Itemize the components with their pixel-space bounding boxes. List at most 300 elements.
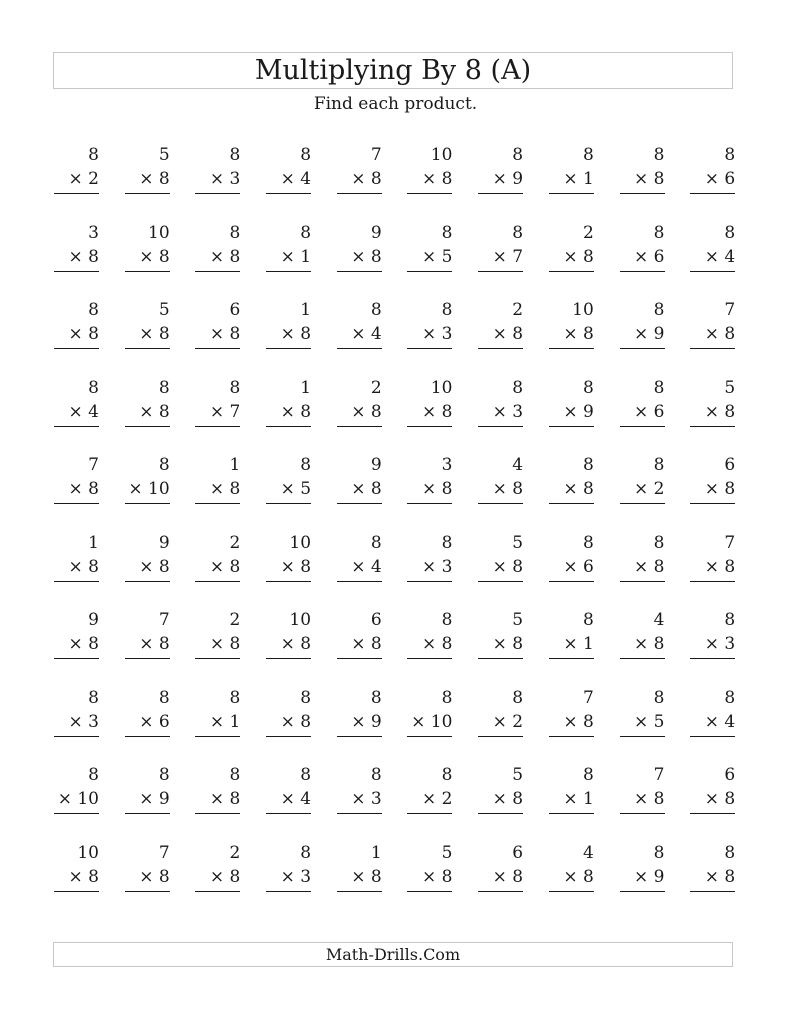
problem: [195, 763, 240, 825]
problem-multiplicand: 8: [582, 765, 594, 785]
answer-line: [125, 271, 170, 272]
problem-multiplicand: 8: [512, 377, 524, 398]
problem-multiplier: × 8: [421, 866, 453, 887]
problem-multiplicand: 8: [512, 222, 524, 243]
answer-line: [690, 271, 735, 272]
problem-multiplier: × 8: [280, 556, 312, 577]
answer-line: [478, 581, 523, 582]
problem-multiplicand: 8: [441, 610, 453, 630]
problem-multiplier: × 9: [492, 169, 524, 189]
problem-multiplicand: 8: [229, 377, 241, 398]
answer-line: [620, 271, 665, 272]
problem-multiplicand: 8: [88, 687, 99, 708]
problem: [266, 376, 311, 438]
worksheet-title: Multiplying By 8 (A): [254, 55, 532, 86]
answer-line: [337, 271, 382, 272]
answer-line: [337, 736, 382, 737]
problem: [125, 143, 170, 205]
problem-multiplicand: 8: [653, 222, 665, 243]
answer-line: [54, 813, 99, 814]
problem: [266, 143, 311, 205]
problem-multiplier: × 9: [634, 866, 665, 887]
problem-multiplicand: 2: [370, 377, 382, 398]
problem-multiplicand: 8: [229, 765, 241, 785]
answer-line: [54, 503, 99, 504]
problem: [549, 531, 594, 593]
problem-multiplicand: 7: [370, 145, 382, 165]
problem: [549, 763, 594, 825]
problem: [407, 841, 452, 903]
answer-line: [125, 426, 170, 427]
title-box: [53, 52, 733, 89]
problem-multiplier: × 8: [492, 789, 524, 809]
problem-multiplier: × 8: [634, 169, 665, 189]
problem: [125, 376, 170, 438]
problem-multiplier: × 3: [492, 401, 524, 422]
problem-multiplicand: 10: [572, 300, 594, 320]
problem-multiplier: × 8: [209, 556, 241, 577]
problem-multiplier: × 8: [421, 169, 453, 189]
problem-multiplier: × 8: [492, 479, 524, 499]
problem-multiplicand: 6: [229, 300, 241, 320]
problem: [690, 841, 735, 903]
answer-line: [195, 503, 240, 504]
problem: [478, 298, 523, 360]
problem: [125, 453, 170, 515]
problem-multiplicand: 5: [724, 377, 736, 398]
problem: [549, 221, 594, 283]
problem: [54, 143, 99, 205]
problem-multiplier: × 3: [421, 324, 453, 344]
answer-line: [620, 348, 665, 349]
problem: [337, 376, 382, 438]
answer-line: [125, 348, 170, 349]
problem-multiplier: × 8: [704, 866, 736, 887]
answer-line: [549, 736, 594, 737]
answer-line: [478, 658, 523, 659]
problem-multiplier: × 3: [351, 789, 382, 809]
answer-line: [690, 426, 735, 427]
answer-line: [54, 736, 99, 737]
problem-multiplicand: 8: [158, 455, 170, 475]
answer-line: [549, 581, 594, 582]
problem-multiplicand: 5: [512, 765, 524, 785]
problem: [266, 608, 311, 670]
problem-multiplicand: 8: [370, 300, 382, 320]
problem-multiplier: × 8: [492, 866, 524, 887]
answer-line: [407, 581, 452, 582]
answer-line: [478, 736, 523, 737]
problem-multiplicand: 7: [158, 610, 170, 630]
problem: [195, 841, 240, 903]
answer-line: [266, 891, 311, 892]
problem-multiplier: × 3: [68, 711, 99, 732]
problem: [478, 143, 523, 205]
problem-multiplier: × 8: [68, 324, 99, 344]
answer-line: [54, 891, 99, 892]
instructions: Find each product.: [313, 94, 478, 114]
problem: [478, 453, 523, 515]
problem-multiplicand: 1: [229, 455, 241, 475]
problem-multiplier: × 6: [139, 711, 170, 732]
answer-line: [266, 813, 311, 814]
problem-multiplicand: 8: [370, 765, 382, 785]
problem-multiplier: × 2: [421, 789, 453, 809]
problem-multiplicand: 2: [229, 610, 241, 630]
problem: [549, 453, 594, 515]
problem: [620, 531, 665, 593]
problem: [620, 298, 665, 360]
problem-multiplier: × 8: [563, 479, 594, 499]
problem-multiplicand: 8: [724, 222, 736, 243]
problem-multiplicand: 8: [582, 532, 594, 553]
problem: [407, 608, 452, 670]
problem-multiplicand: 8: [653, 687, 665, 708]
problem: [478, 221, 523, 283]
problem: [407, 376, 452, 438]
answer-line: [620, 813, 665, 814]
answer-line: [195, 813, 240, 814]
problem-multiplier: × 8: [68, 556, 99, 577]
problem-multiplier: × 8: [68, 634, 99, 654]
answer-line: [690, 581, 735, 582]
answer-line: [266, 581, 311, 582]
problem-multiplier: × 4: [704, 246, 736, 267]
answer-line: [690, 348, 735, 349]
answer-line: [478, 426, 523, 427]
problem: [549, 298, 594, 360]
problem-multiplier: × 8: [421, 634, 453, 654]
problem-multiplicand: 10: [430, 145, 453, 165]
problem: [337, 453, 382, 515]
problem-multiplier: × 2: [634, 479, 665, 499]
problem-multiplicand: 8: [724, 610, 736, 630]
problem-multiplicand: 4: [512, 455, 524, 475]
problem: [125, 608, 170, 670]
problem: [337, 531, 382, 593]
problem-multiplier: × 7: [209, 401, 241, 422]
answer-line: [195, 891, 240, 892]
answer-line: [337, 891, 382, 892]
answer-line: [337, 503, 382, 504]
problem-multiplicand: 8: [370, 532, 382, 553]
problem: [478, 376, 523, 438]
problem: [195, 531, 240, 593]
problem-multiplicand: 8: [158, 687, 170, 708]
answer-line: [690, 891, 735, 892]
problem: [620, 453, 665, 515]
problem: [620, 143, 665, 205]
problem-multiplicand: 3: [441, 455, 453, 475]
answer-line: [549, 503, 594, 504]
problem: [125, 686, 170, 748]
problem: [266, 686, 311, 748]
answer-line: [478, 193, 523, 194]
problem-multiplier: × 1: [563, 789, 594, 809]
answer-line: [407, 813, 452, 814]
answer-line: [125, 813, 170, 814]
problem-multiplier: × 8: [68, 479, 99, 499]
problem: [549, 608, 594, 670]
answer-line: [478, 891, 523, 892]
problem-multiplier: × 1: [563, 169, 594, 189]
problem-multiplicand: 3: [88, 222, 99, 243]
answer-line: [54, 271, 99, 272]
problem-multiplier: × 8: [563, 866, 594, 887]
problem-multiplicand: 8: [300, 455, 312, 475]
problem: [620, 841, 665, 903]
problem: [690, 531, 735, 593]
problem-multiplicand: 8: [441, 687, 453, 708]
problem-multiplicand: 9: [88, 610, 99, 630]
problem-multiplier: × 4: [280, 789, 312, 809]
answer-line: [549, 658, 594, 659]
problem-multiplicand: 10: [430, 377, 453, 398]
problem: [195, 686, 240, 748]
problem-multiplier: × 8: [421, 479, 453, 499]
problem: [478, 531, 523, 593]
problem-multiplier: × 8: [563, 711, 594, 732]
problem: [549, 376, 594, 438]
problem-multiplier: × 8: [68, 866, 99, 887]
problem-multiplier: × 8: [351, 246, 382, 267]
answer-line: [266, 503, 311, 504]
answer-line: [266, 193, 311, 194]
problem: [478, 763, 523, 825]
answer-line: [620, 658, 665, 659]
problem-multiplier: × 10: [128, 479, 170, 499]
problem-multiplicand: 10: [289, 610, 312, 630]
problem: [54, 531, 99, 593]
problem-multiplier: × 8: [209, 246, 241, 267]
problem: [620, 763, 665, 825]
problem: [690, 686, 735, 748]
problem: [54, 763, 99, 825]
problem-multiplicand: 6: [724, 455, 736, 475]
problem-multiplicand: 10: [289, 532, 312, 553]
answer-line: [407, 658, 452, 659]
problem-multiplicand: 8: [582, 377, 594, 398]
problem-multiplier: × 8: [139, 324, 170, 344]
problem-multiplier: × 8: [704, 401, 736, 422]
answer-line: [54, 581, 99, 582]
problem-multiplier: × 8: [351, 634, 382, 654]
problem-multiplier: × 8: [563, 246, 594, 267]
problem-multiplier: × 2: [492, 711, 524, 732]
problem: [54, 686, 99, 748]
answer-line: [620, 193, 665, 194]
problem: [125, 531, 170, 593]
problem-multiplier: × 10: [57, 789, 99, 809]
answer-line: [337, 813, 382, 814]
answer-line: [125, 891, 170, 892]
answer-line: [54, 193, 99, 194]
problem-multiplier: × 8: [492, 556, 524, 577]
problem-multiplicand: 7: [724, 532, 736, 553]
problem-multiplicand: 2: [229, 532, 241, 553]
problem: [266, 763, 311, 825]
answer-line: [125, 736, 170, 737]
problem-multiplier: × 8: [704, 324, 736, 344]
problem-multiplier: × 9: [351, 711, 382, 732]
answer-line: [478, 271, 523, 272]
problem-multiplicand: 4: [582, 842, 594, 863]
problem: [407, 221, 452, 283]
problem-multiplier: × 8: [280, 401, 312, 422]
problem-multiplier: × 8: [634, 634, 665, 654]
problem-multiplicand: 5: [512, 610, 524, 630]
problem: [337, 143, 382, 205]
problem-multiplier: × 8: [209, 634, 241, 654]
answer-line: [125, 581, 170, 582]
problem-multiplicand: 8: [724, 842, 736, 863]
problem-multiplier: × 8: [280, 324, 312, 344]
problem-multiplier: × 8: [351, 401, 382, 422]
problem: [407, 531, 452, 593]
answer-line: [195, 193, 240, 194]
problem-multiplicand: 1: [300, 300, 312, 320]
problem-grid: [54, 143, 734, 903]
problem-multiplier: × 6: [563, 556, 594, 577]
problem-multiplicand: 8: [653, 532, 665, 553]
answer-line: [337, 193, 382, 194]
problem-multiplicand: 9: [370, 455, 382, 475]
answer-line: [690, 813, 735, 814]
problem: [690, 763, 735, 825]
problem-multiplier: × 8: [139, 866, 170, 887]
answer-line: [125, 658, 170, 659]
problem-multiplicand: 8: [724, 687, 736, 708]
problem-multiplicand: 8: [653, 300, 665, 320]
problem: [690, 608, 735, 670]
problem-multiplicand: 8: [653, 842, 665, 863]
problem-multiplicand: 8: [441, 532, 453, 553]
answer-line: [478, 813, 523, 814]
problem-multiplier: × 3: [421, 556, 453, 577]
problem: [54, 376, 99, 438]
problem-multiplier: × 5: [421, 246, 453, 267]
problem: [54, 841, 99, 903]
problem-multiplicand: 8: [653, 455, 665, 475]
problem-multiplier: × 5: [634, 711, 665, 732]
problem-multiplier: × 6: [704, 169, 736, 189]
answer-line: [690, 658, 735, 659]
problem-multiplier: × 6: [634, 401, 665, 422]
answer-line: [195, 658, 240, 659]
answer-line: [690, 736, 735, 737]
problem-multiplicand: 8: [582, 455, 594, 475]
problem-multiplicand: 8: [229, 687, 241, 708]
answer-line: [690, 503, 735, 504]
problem-multiplicand: 5: [158, 145, 170, 165]
answer-line: [407, 503, 452, 504]
answer-line: [54, 658, 99, 659]
problem-multiplicand: 8: [158, 377, 170, 398]
problem: [690, 143, 735, 205]
problem: [620, 376, 665, 438]
problem-multiplicand: 7: [88, 455, 99, 475]
problem-multiplicand: 8: [441, 222, 453, 243]
answer-line: [478, 348, 523, 349]
problem: [125, 841, 170, 903]
problem-multiplicand: 8: [512, 145, 524, 165]
answer-line: [54, 426, 99, 427]
problem-multiplier: × 8: [68, 246, 99, 267]
problem: [125, 763, 170, 825]
problem-multiplier: × 8: [209, 866, 241, 887]
problem-multiplicand: 8: [653, 145, 665, 165]
problem-multiplicand: 5: [441, 842, 453, 863]
problem-multiplicand: 8: [88, 377, 99, 398]
problem: [407, 298, 452, 360]
problem-multiplicand: 8: [300, 145, 312, 165]
answer-line: [195, 736, 240, 737]
answer-line: [549, 813, 594, 814]
answer-line: [407, 426, 452, 427]
problem-multiplier: × 8: [634, 789, 665, 809]
problem: [54, 608, 99, 670]
problem-multiplier: × 8: [139, 556, 170, 577]
problem-multiplier: × 1: [209, 711, 241, 732]
problem-multiplier: × 8: [421, 401, 453, 422]
problem-multiplicand: 9: [370, 222, 382, 243]
problem-multiplicand: 1: [370, 842, 382, 863]
problem-multiplicand: 2: [512, 300, 524, 320]
problem-multiplier: × 9: [563, 401, 594, 422]
answer-line: [337, 581, 382, 582]
problem: [690, 453, 735, 515]
problem-multiplier: × 3: [704, 634, 736, 654]
problem-multiplier: × 8: [209, 479, 241, 499]
problem-multiplier: × 8: [351, 479, 382, 499]
problem-multiplicand: 8: [300, 222, 312, 243]
problem: [407, 686, 452, 748]
problem-multiplier: × 8: [634, 556, 665, 577]
problem-multiplier: × 4: [280, 169, 312, 189]
answer-line: [195, 271, 240, 272]
problem-multiplier: × 8: [209, 789, 241, 809]
problem-multiplier: × 8: [280, 634, 312, 654]
problem-multiplicand: 8: [229, 222, 241, 243]
answer-line: [549, 193, 594, 194]
problem-multiplicand: 8: [300, 765, 312, 785]
footer-box: [53, 942, 733, 967]
problem-multiplier: × 4: [351, 324, 382, 344]
problem: [125, 298, 170, 360]
problem-multiplier: × 7: [492, 246, 524, 267]
problem: [337, 221, 382, 283]
answer-line: [337, 348, 382, 349]
problem: [266, 298, 311, 360]
problem: [407, 453, 452, 515]
problem-multiplier: × 8: [704, 479, 736, 499]
problem-multiplicand: 8: [88, 300, 99, 320]
answer-line: [407, 271, 452, 272]
answer-line: [407, 193, 452, 194]
problem-multiplicand: 8: [724, 145, 736, 165]
problem-multiplier: × 8: [139, 401, 170, 422]
problem-multiplier: × 8: [139, 634, 170, 654]
answer-line: [549, 426, 594, 427]
answer-line: [620, 581, 665, 582]
problem: [337, 763, 382, 825]
problem-multiplicand: 8: [582, 145, 594, 165]
problem-multiplicand: 10: [77, 842, 99, 863]
problem: [195, 608, 240, 670]
answer-line: [337, 426, 382, 427]
problem: [195, 221, 240, 283]
answer-line: [549, 271, 594, 272]
